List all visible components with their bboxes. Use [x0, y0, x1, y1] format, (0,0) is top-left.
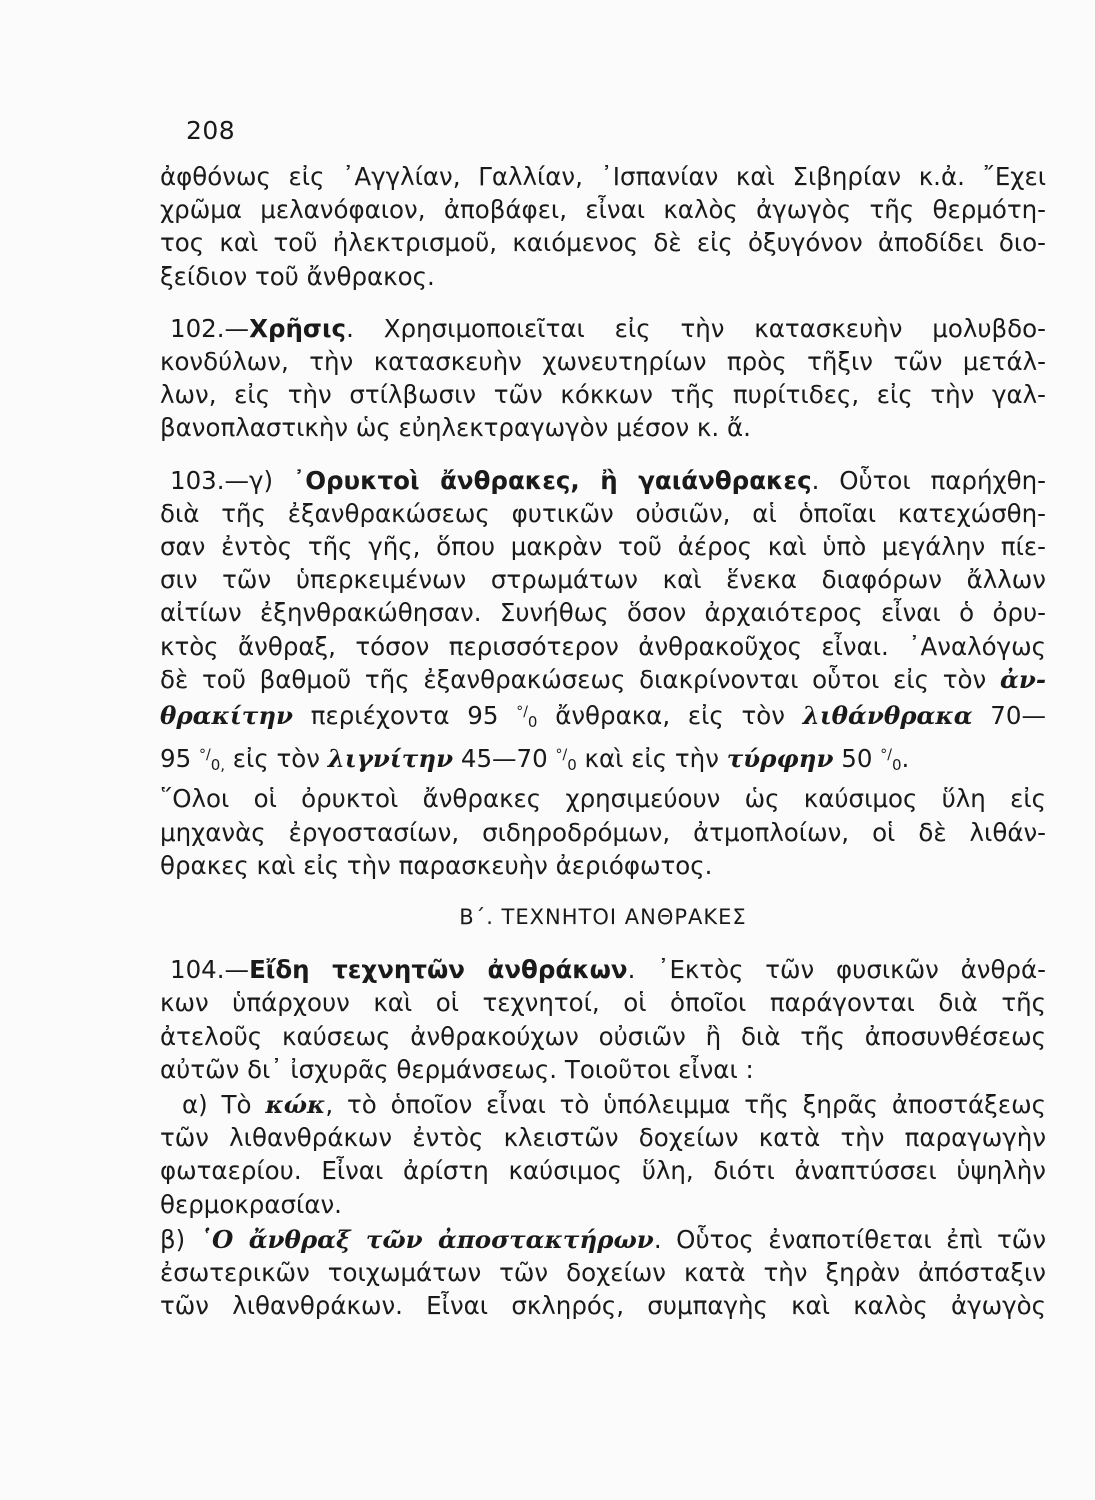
text-line: ἀτελοῦς καύσεως ἀνθρακούχων οὐσιῶν ἢ διὰ τῆς ἀποσυνθέσεως	[160, 1021, 1046, 1051]
text-line: βανοπλαστικὴν ὡς εὐηλεκτραγωγὸν μέσον κ. ἄ.	[160, 413, 751, 443]
text-line: κων ὑπάρχουν καὶ οἱ τεχνητοί, οἱ ὁποῖοι παράγονται διὰ τῆς	[160, 988, 1046, 1018]
text-line: ἐσωτερικῶν τοιχωμάτων τῶν δοχείων κατὰ τὴν ξηρὰν ἀπόσταξιν	[160, 1258, 1046, 1288]
term-anthrakitis: ἀν-	[999, 664, 1046, 694]
section-103-heading-line: 103.—γ) ᾿Ορυκτοὶ ἄνθρακες, ἢ γαιάνθρακες. Οὗτοι παρήχθη-	[170, 465, 1046, 495]
body-text	[160, 160, 1046, 1323]
text-line: κονδύλων, τὴν κατασκευὴν χωνευτηρίων πρὸς τῆξιν τῶν μετάλ-	[160, 347, 1046, 377]
page-number: 208	[186, 116, 236, 145]
text-line: κτὸς ἄνθραξ, τόσον περισσότερον ἀνθρακοῦχος εἶναι. ᾿Αναλόγως	[160, 631, 1046, 661]
heading-chrisis: Χρῆσις	[249, 313, 347, 343]
heading-oryktoi-anthrakes: ᾿Ορυκτοὶ ἄνθρακες, ἢ γαιάνθρακες	[292, 465, 812, 495]
text-line: σιν τῶν ὑπερκειμένων στρωμάτων καὶ ἕνεκα διαφόρων ἄλλων	[160, 565, 1046, 595]
text-line: θρακίτην περιέχοντα 95 °/$_0$ ἄνθρακα, εἰς τὸν λιθάνθρακα 70—	[160, 701, 1046, 732]
text-line: δὲ τοῦ βαθμοῦ τῆς ἐξανθρακώσεως διακρίνονται οὗτοι εἰς τὸν ἀν-	[160, 664, 1046, 694]
term-lithanthrax: λιθάνθρακα	[802, 701, 973, 731]
text-line: ξείδιον τοῦ ἄνθρακος.	[160, 261, 435, 291]
text-line: φωταερίου. Εἶναι ἀρίστη καύσιμος ὕλη, διότι ἀναπτύσσει ὑψηλὴν	[160, 1156, 1046, 1186]
item-beta-line: β) ῾Ο ἄνθραξ τῶν ἀποστακτήρων. Οὗτος ἐναποτίθεται ἐπὶ τῶν	[160, 1224, 1047, 1254]
text-line: μηχανὰς ἐργοστασίων, σιδηροδρόμων, ἀτμοπλοίων, οἱ δὲ λιθάν-	[160, 817, 1046, 847]
item-alpha-line: α) Τὸ κώκ, τὸ ὁποῖον εἶναι τὸ ὑπόλειμμα τῆς ξηρᾶς ἀποστάξεως	[182, 1090, 1046, 1120]
text-line: λων, εἰς τὴν στίλβωσιν τῶν κόκκων τῆς πυρίτιδες, εἰς τὴν γαλ-	[160, 380, 1046, 410]
text-line: τος καὶ τοῦ ἠλεκτρισμοῦ, καιόμενος δὲ εἰς ὀξυγόνον ἀποδίδει διο-	[160, 228, 1046, 258]
section-102-heading-line: 102.—Χρῆσις. Χρησιμοποιεῖται εἰς τὴν κατασκευὴν μολυβδο-	[170, 313, 1046, 343]
text-line: θερμοκρασίαν.	[160, 1189, 342, 1219]
heading-eidi: Εἴδη τεχνητῶν ἀνθράκων	[249, 955, 628, 985]
text-line: θρακες καὶ εἰς τὴν παρασκευὴν ἀεριόφωτος.	[160, 850, 713, 880]
term-kok: κώκ	[265, 1090, 326, 1120]
text-line: τῶν λιθανθράκων ἐντὸς κλειστῶν δοχείων κατὰ τὴν παραγωγὴν	[160, 1123, 1046, 1153]
text-line: χρῶμα μελανόφαιον, ἀποβάφει, εἶναι καλὸς ἀγωγὸς τῆς θερμότη-	[160, 195, 1046, 225]
text-line: τῶν λιθανθράκων. Εἶναι σκληρός, συμπαγὴς καὶ καλὸς ἀγωγὸς	[160, 1291, 1046, 1321]
text-line: διὰ τῆς ἐξανθρακώσεως φυτικῶν οὐσιῶν, αἱ ὁποῖαι κατεχώσθη-	[160, 498, 1046, 528]
text-line: ῞Ολοι οἱ ὀρυκτοὶ ἄνθρακες χρησιμεύουν ὡς καύσιμος ὕλη εἰς	[160, 784, 1046, 814]
text-line: σαν ἐντὸς τῆς γῆς, ὅπου μακρὰν τοῦ ἀέρος καὶ ὑπὸ μεγάλην πίε-	[160, 532, 1046, 562]
text-line: αὐτῶν δι᾿ ἰσχυρᾶς θερμάνσεως. Τοιοῦτοι εἶναι :	[160, 1054, 754, 1084]
text-line: ἀφθόνως εἰς ᾿Αγγλίαν, Γαλλίαν, ᾿Ισπανίαν καὶ Σιβηρίαν κ.ἀ. ῎Εχει	[160, 162, 1046, 191]
term-lignitis: λιγνίτην	[327, 744, 454, 774]
section-title: Β΄. ΤΕΧΝΗΤΟΙ ΑΝΘΡΑΚΕΣ	[459, 905, 747, 930]
section-104-heading-line: 104.—Εἴδη τεχνητῶν ἀνθράκων. ᾿Εκτὸς τῶν φυσικῶν ἀνθρά-	[170, 955, 1046, 985]
term-anthrax-apostaktiron: ῾Ο ἄνθραξ τῶν ἀποστακτήρων	[199, 1224, 654, 1254]
text-line: αἰτίων ἐξηνθρακώθησαν. Συνήθως ὅσον ἀρχαιότερος εἶναι ὁ ὀρυ-	[160, 598, 1046, 628]
text-line: 95 °/$_{0,}$ εἰς τὸν λιγνίτην 45—70 °/$_0$ καὶ εἰς τὴν τύρφην 50 °/$_0$.	[160, 744, 910, 775]
term-tyrfi: τύρφην	[726, 744, 834, 774]
